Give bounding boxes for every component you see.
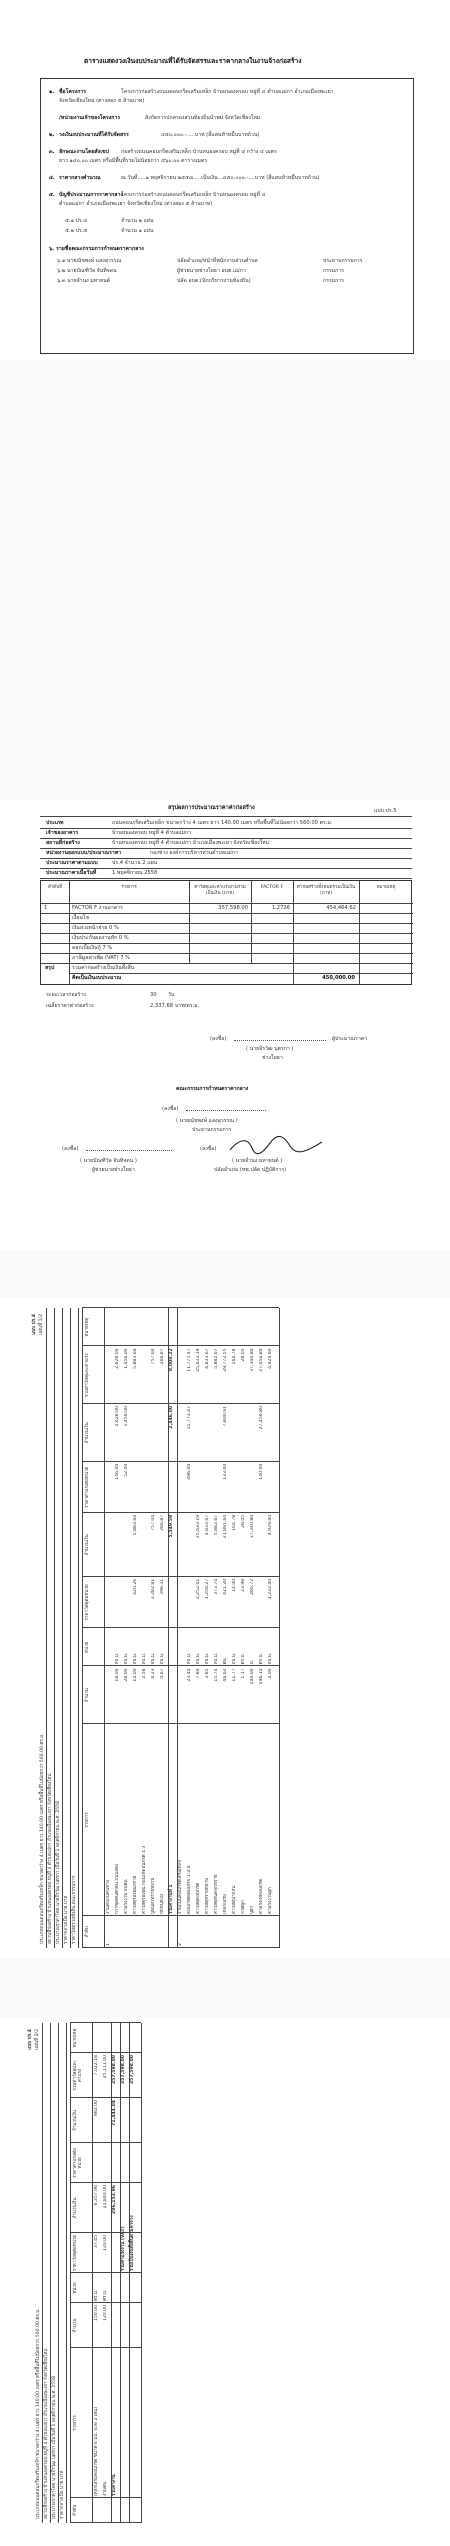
- pr4-cell-mp: 266.72: [250, 1578, 255, 1595]
- item-label: ชื่อโครงการ: [59, 89, 87, 95]
- signature-scribble: [226, 1134, 326, 1156]
- pr4-cell-lc: 7,800.91: [223, 1406, 228, 1427]
- pr4-col-header: จำนวนเงิน: [73, 2109, 78, 2132]
- page-pr5-summary: [0, 800, 450, 1250]
- pr4-cell-lc: 11,773.47: [187, 1406, 192, 1430]
- info-value: ถนนคอนกรีตเสริมเหล็ก ขนาดกว้าง 4 เมตร ยาว 140.00 เมตร หรือพื้นที่ไม่น้อยกว่า 560.00 ตร.ม.: [112, 820, 333, 826]
- pr4-cell-mp: 3,252.61: [196, 1578, 201, 1600]
- pr4-subtotal-mc: 5,549.59: [169, 1514, 174, 1538]
- page-pr4-sheet2: [0, 2018, 450, 2546]
- pr4-sheet1-rotated: [30, 1308, 420, 1948]
- info-value: บ้านหนองครอบ หมู่ที่ 4 ตำบลแม่กา: [112, 830, 192, 836]
- pr4-header-line: ราคากลางเมื่อ นาย บาท: [60, 2470, 65, 2519]
- page-pr4-sheet1: [0, 1298, 450, 1958]
- member-role: กรรมการ: [323, 278, 344, 284]
- pr4-cell-unit: ลบ.ม.: [142, 1652, 147, 1665]
- pr4-grand-value: 357,598.00: [130, 2055, 135, 2085]
- committee-heading: ๖. รายชื่อคณะกรรมการกำหนดราคากลาง: [49, 246, 144, 252]
- pr4-cell-item: การขุดดินตักดิน ถนนเดิม: [115, 1863, 120, 1914]
- pr4-form-no: แบบ ปร.4: [32, 1314, 37, 1335]
- pr4-cell-mc: 25,633.19: [196, 1514, 201, 1539]
- pr4-cell-tot: 28.05: [241, 1348, 246, 1362]
- pr4-cell-mp: 398.31: [160, 1578, 165, 1595]
- pr4-cell-item: ค่าแรงงาน ลบดิน: [124, 1879, 129, 1914]
- member-pos: ปลัด อบต.(นักบริหารงานท้องถิ่น): [177, 278, 251, 284]
- pr4-cell-mp: 1,256.27: [205, 1578, 210, 1600]
- table-cell-item: ดอกเบี้ยเงินกู้ 7 %: [72, 945, 113, 951]
- pr4-cell-mc: 5,883.64: [133, 1514, 138, 1536]
- member-role: ประธานกรรมการ: [323, 258, 363, 264]
- pr4-cell-tot: 7,022.18: [94, 2055, 99, 2076]
- sign-left-role: ผู้ช่วยนายช่างโยธา: [92, 1167, 135, 1173]
- pr4-cell-lc: 27,456.80: [259, 1406, 264, 1430]
- info-value: กองช่าง องค์การบริหารส่วนตำบลแม่กา: [150, 850, 238, 856]
- sub-qty: จำนวน ๑ แผ่น: [121, 228, 154, 234]
- pr4-cell-qty: 2.58: [142, 1668, 147, 1679]
- pr4-col-header: จำนวน: [73, 2318, 78, 2333]
- pr4-cell-no: 2: [178, 1943, 183, 1946]
- pr4-cell-lc: 982.00: [94, 2100, 99, 2117]
- pr4-cell-mc: 5,882.67: [214, 1514, 219, 1536]
- pr4-cell-tot: 266.87: [160, 1348, 165, 1365]
- pr4-cell-lc: 2,628.00: [115, 1406, 120, 1427]
- pr4-cell-tot: 4,929.60: [268, 1348, 273, 1369]
- item-no: ๕.: [49, 192, 55, 198]
- pr4-cell-tot: 25,111.00: [103, 2055, 108, 2079]
- pr4-cell-item: ปักหมุดไม้: [160, 1893, 165, 1914]
- info-label: เจ้าของอาคาร: [46, 830, 79, 836]
- pr4-cell-lp: 146.00: [115, 1463, 120, 1480]
- pr4-cell-mp: 23.98: [241, 1578, 246, 1592]
- pr4-col-header: หน่วย: [73, 2282, 78, 2294]
- pr4-cell-mc: 21,891.64: [223, 1514, 228, 1539]
- table-cell-item: FACTOR F งานอาคาร: [72, 905, 123, 911]
- pr4-cell-item: เหล็กเสริม: [223, 1893, 228, 1914]
- pr4-sheet: แผ่นที่ 1/2: [39, 1314, 44, 1335]
- pr4-cell-item: ค่าวัสดุทรายหยาบ: [205, 1877, 210, 1914]
- item-text: โครงการก่อสร้างถนนคอนกรีตเสริมเหล็ก บ้านหนองครอบ หมู่ที่ ๔: [121, 192, 266, 198]
- pr5-avg-label: เฉลี่ยราคาค่าก่อสร้าง: [46, 1003, 94, 1009]
- sign-right-prefix: (ลงชื่อ): [200, 1146, 217, 1152]
- summary-label: สรุป: [45, 965, 55, 971]
- pr4-cell-item: ลวดผูก: [241, 1900, 246, 1914]
- pr4-cell-item: ค่าวัสดุน้ำกลั่น: [232, 1885, 237, 1914]
- pr4-subtotal-label: รวมค่างาน: [112, 2474, 117, 2496]
- pr5-duration-value: 30: [150, 992, 157, 998]
- pr4-cell-qty: 23.44: [187, 1668, 192, 1682]
- table-col-header: หมายเหตุ: [376, 885, 396, 890]
- pr5-duration-label: ระยะเวลาก่อสร้าง: [46, 992, 86, 998]
- pr4-cell-unit: ตร.ม.: [94, 2289, 99, 2301]
- sign-chair-prefix: (ลงชื่อ): [162, 1106, 179, 1112]
- page1-title: ตารางแสดงวงเงินงบประมาณที่ได้รับจัดสรรและราคากลางในงานจ้างก่อสร้าง: [84, 57, 302, 65]
- pr4-cell-unit: ลบ.ม.: [196, 1652, 201, 1665]
- pr4-col-header: หน่วย: [85, 1641, 90, 1653]
- pr4-cell-no: 1: [106, 1943, 111, 1946]
- pr4-cell-mp: 37.45: [94, 2235, 99, 2249]
- pr4-col-header: ลำดับ: [85, 1926, 90, 1938]
- page1-content-box: [40, 78, 414, 354]
- pr4-cell-item: งานดิน: [103, 2481, 108, 2496]
- item-text: ณ วันที่.....๑ พฤศจิกายน ๒๕๕๘.....เป็นเงิน...๔๕๐,๐๐๐.-....บาท (สี่แสนห้าหมื่นบาทถ้วน): [121, 175, 320, 181]
- member-name: ๖.๓ นายจำนง มหายนต์: [57, 278, 111, 284]
- pr4-header-line: สถานที่ก่อสร้าง บ้านหนองครอบ หมู่ที่ 4 ตำบลแม่กา อำเภอเมืองพะเยา จังหวัดเชียงใหม่: [44, 2348, 49, 2519]
- info-label: ประมาณราคาตามแบบ: [46, 860, 98, 866]
- sign-chair-name: ( นายณัชพงษ์ แสงสุวรรณ ): [176, 1118, 238, 1124]
- pr4-cell-mc: 6,357.96: [94, 2185, 99, 2206]
- pr5-avg-value: 2,337.68: [150, 1003, 174, 1009]
- pr4-cell-item: เหล็กเสริมคอนกรีต ขนาด 6 มม. (DB 2 เส้น): [94, 2406, 99, 2496]
- item-no: ๒.: [49, 132, 55, 138]
- pr4-header-line: ราคาวัสดุรวมทั้งสิ้น คณะกรรมการ: [72, 1875, 77, 1944]
- pr5-header: สรุปผลการประมาณราคาค่าก่อสร้าง: [168, 805, 255, 811]
- pr4-cell-unit: ลบ.ม.: [205, 1652, 210, 1665]
- pr4-cell-mp: 420.26: [133, 1578, 138, 1595]
- pr4-cell-item: ปูผ้า: [250, 1905, 255, 1914]
- pr4-cell-mc: 4,833.67: [205, 1514, 210, 1536]
- sign-right-name: ( นายจำนง มหายนต์ ): [232, 1158, 283, 1164]
- pr4-cell-qty: 18.00: [115, 1668, 120, 1682]
- pr4-cell-item: งานดินถมคันทาง: [106, 1880, 111, 1914]
- pr4-cell-mp: 1,232.40: [268, 1578, 273, 1600]
- pr4-cell-mc: 266.87: [160, 1514, 165, 1531]
- table-col-header: ค่าวัสดุและค่าแรงงานรวมเป็นเงิน (บาท): [194, 885, 246, 896]
- pr4-cell-mp: 3,282.81: [151, 1578, 156, 1600]
- pr4-cell-item: ปูพื้นผิวทรายหยาบ: [151, 1877, 156, 1914]
- pr4-col-header: รวมค่าวัสดุและค่าแรง: [73, 2060, 83, 2091]
- table-cell-total: 454,464.62: [326, 905, 356, 911]
- pr4-cell-mc: 37,340.80: [250, 1514, 255, 1539]
- pr4-grand-value: 357,598.00: [121, 2055, 126, 2085]
- pr4-cell-unit: ลบ.ม.: [133, 1652, 138, 1665]
- pr4-cell-qty: 15.74: [214, 1668, 219, 1682]
- pr4-cell-item: ค่าวัสดุคอนกรีต: [196, 1882, 201, 1914]
- pr4-cell-lp: 496.00: [187, 1463, 192, 1480]
- pr4-cell-qty: 196.12: [259, 1668, 264, 1685]
- pr4-cell-item: คอนกรีตผสมเสร็จ 1:2:4: [187, 1865, 192, 1914]
- pr4-subtotal-mc: 286,153.96: [112, 2185, 117, 2215]
- pr4-cell-lp: 52.00: [124, 1463, 129, 1477]
- sign1-name: ( นายจีรวัฒ บุตรกา ): [246, 1046, 294, 1052]
- pr4-cell-lp: 133.00: [223, 1463, 228, 1480]
- item-text2: ตำบลแม่กา อำเภอเมืองพะเยา จังหวัดเชียงใหม่ (ต่างสอง ๕ ส้านบาท): [59, 201, 213, 207]
- table-col-header: ค่าก่อสร้างทั้งหมดรวมเป็นเงิน (บาท): [296, 885, 356, 896]
- table-cell-item: ภาษีมูลค่าเพิ่ม (VAT) 7 %: [72, 955, 131, 961]
- pr4-cell-qty: 11.77: [232, 1668, 237, 1682]
- pr4-cell-qty: 14.00: [133, 1668, 138, 1682]
- pr4-header-line: ประมาณราคาโดย นายจีรวัฒ บุตรกา เมื่อวันที่ 1 พฤศจิกายน พ.ศ. 2558: [56, 1800, 61, 1944]
- table-cell-factor: 1.2726: [271, 905, 290, 911]
- pr4-cell-item: ค่าแรงงานผูก: [268, 1887, 273, 1914]
- sign-right-role: ปลัดอำเภอ (หพ.ปลัด ปฏิบัติการ): [214, 1167, 287, 1173]
- pr4-col-header: ลำดับ: [73, 2504, 78, 2517]
- item-label: บัญชีประมาณการราคากลาง: [59, 192, 123, 198]
- item-text: ๔๕๐,๐๐๐.-.....บาท (สี่แสนห้าหมื่นบาทถ้วน): [161, 132, 260, 138]
- sign-left-name: ( นายบัณฑิวัล จันทิจดน ): [80, 1158, 137, 1164]
- pr4-col-header: รายการ: [85, 1812, 90, 1828]
- pr4-cell-mp: 373.74: [214, 1578, 219, 1595]
- pr4-cell-mc: 28.05: [241, 1514, 246, 1528]
- item-text: สังกัดการปกครองส่วนท้องถิ่นนำพม่ จังหวัดเชียงใหม่: [145, 115, 261, 121]
- pr4-cell-mc: 4,929.60: [268, 1514, 273, 1536]
- pr4-grand-label: รวมเป็นเงินทั้งสิ้นตามค่าจ้าง: [130, 2215, 135, 2271]
- pr4-cell-qty: 1.17: [241, 1668, 246, 1679]
- page-summary-sheet: [0, 0, 450, 360]
- item-no: ๓.: [49, 149, 55, 155]
- pr4-cell-lp: 140.00: [259, 1463, 264, 1480]
- sub-code: ๕.๑ ปร.๔: [65, 218, 88, 224]
- sign1-title: ช่างโยธา: [262, 1055, 283, 1061]
- pr4-cell-tot: 4,833.67: [205, 1348, 210, 1369]
- pr4-col-header: จำนวนเงิน: [85, 1534, 90, 1556]
- member-pos: ปลัดอำเภอ/หน้าที่พนักงานส่วนตำบล: [177, 258, 258, 264]
- pr4-cell-tot: 27,456.80: [259, 1348, 264, 1372]
- pr4-header-line: ประเภทถนนคอนกรีตเสริมเหล็ก ขนาดกว้าง 4 เมตร ยาว 140.00 เมตร หรือพื้นที่ไม่น้อยกว่า 560.00 ตร.ม.: [40, 1733, 45, 1944]
- pr4-cell-tot: 11,773.47: [187, 1348, 192, 1372]
- pr4-col-header: รายการ: [73, 2415, 78, 2431]
- pr4-cell-item: ค่าแรงเทคอนกรีต: [259, 1878, 264, 1914]
- pr4-cell-qty: 120.00: [103, 2305, 108, 2322]
- sub-code: ๕.๒ ปร.๕: [65, 228, 88, 234]
- pr4-header-line: ราคากลางเมื่อ นาย บาท: [64, 1895, 69, 1944]
- member-role: กรรมการ: [323, 268, 344, 274]
- table-cell-cost: 357,598.00: [218, 905, 248, 911]
- sign1-role: ผู้ประมาณราคา: [332, 1036, 368, 1042]
- pr4-col-header: ราคาค่าแรงต่อหน่วย: [73, 2148, 83, 2178]
- pr4-cell-qty: 0.23: [151, 1668, 156, 1679]
- pr4-subtotal-tot: 357,598.00: [112, 2055, 117, 2085]
- pr4-grand-label: รวมค่าแรงงาน (VAT): [121, 2226, 126, 2271]
- pr4-cell-tot: 1,456.00: [124, 1348, 129, 1369]
- table-cell-item: เงินประกันผลงานหัก 0 %: [72, 935, 129, 941]
- pr4-cell-unit: ม.: [250, 1659, 255, 1665]
- item-no: ๑.: [49, 89, 55, 95]
- info-value: ปร.4 จำนวน 2 แผ่น: [112, 860, 158, 866]
- pr4-cell-item: ค่าวัสดุหินคลุกทราย: [214, 1874, 219, 1914]
- pr4-cell-unit: ตัน: [223, 1658, 228, 1665]
- table-col-header: FACTOR F: [260, 885, 284, 890]
- item-label: /หน่วยงานเจ้าของโครงการ: [59, 115, 121, 121]
- pr4-sheet2-rotated: [26, 2023, 426, 2523]
- pr4-cell-unit: ลบ.ม.: [151, 1652, 156, 1665]
- pr4-cell-unit: ลบ.ม.: [187, 1652, 192, 1665]
- pr4-col-header: รวมค่าวัสดุและค่าแรง: [85, 1353, 90, 1398]
- item-no: ๔.: [49, 175, 55, 181]
- pr4-cell-mc: 757.04: [151, 1514, 156, 1531]
- summary-text: รวมค่าก่อสร้างเป็นเงินทั้งสิ้น: [72, 965, 135, 971]
- pr4-subtotal-tot: 8,000.22: [169, 1348, 174, 1372]
- price-label: คิดเป็นเงินงบประมาณ: [72, 975, 122, 981]
- pr4-cell-qty: 7.84: [196, 1668, 201, 1679]
- table-cell-no: 1: [44, 905, 48, 911]
- pr4-cell-lc: 1,456.00: [124, 1406, 129, 1427]
- table-col-header: ลำดับที่: [47, 885, 63, 890]
- pr4-subtotal-lc: 2,446.00: [169, 1406, 174, 1429]
- pr4-cell-tot: 25,633.19: [196, 1348, 201, 1372]
- pr4-cell-qty: 3.85: [205, 1668, 210, 1679]
- pr4-col-header: จำนวน: [85, 1688, 90, 1703]
- table-col-header: รายการ: [121, 885, 137, 890]
- pr4-col-header: ราคาค่าแรงต่อหน่วย: [85, 1466, 90, 1508]
- pr4-cell-tot: 5,882.67: [214, 1348, 219, 1369]
- pr4-cell-qty: 140.00: [250, 1668, 255, 1685]
- member-pos: ผู้ช่วยนายช่างโยธา อบต.แม่กา: [177, 268, 246, 274]
- pr4-cell-mp: 120.00: [103, 2235, 108, 2252]
- pr4-col-header: ราคาวัสดุต่อหน่วย: [85, 1584, 90, 1621]
- pr4-form-no: แบบ ปร.4: [28, 2029, 33, 2050]
- pr4-cell-item: งานถนนคอนกรีตเสริมเหล็ก: [178, 1859, 183, 1914]
- pr4-col-header: ราคาวัสดุต่อหน่วย: [73, 2234, 78, 2272]
- table-cell-item: เงินล่วงหน้าจ่าย 0 %: [72, 925, 119, 931]
- pr4-header-line: ประเภทถนนคอนกรีตเสริมเหล็ก ขนาดกว้าง 4 เมตร ยาว 140.00 เมตร หรือพื้นที่ไม่น้อยกว่า 560.00 ตร.ม.: [36, 2308, 41, 2519]
- pr5-duration-unit: วัน: [168, 992, 175, 998]
- item-text2: ยาว ๑๔๐.๐๐ เมตร หรือมีพื้นที่รวมไม่น้อยกว่า ๕๖๐.๐๐ ตารางเมตร: [59, 158, 207, 164]
- pr4-cell-unit: ตร.ม.: [241, 1653, 246, 1665]
- pr4-subtotal-lc: 71,444.04: [112, 2100, 117, 2126]
- pr4-col-header: จำนวนเงิน: [73, 2197, 78, 2219]
- member-name: ๖.๒ นายบัณฑิวัล จันทิจดน: [57, 268, 117, 274]
- pr5-avg-unit: บาท/ตร.ม.: [175, 1003, 200, 1009]
- member-name: ๖.๑ นายณัชพงษ์ แสงสุวรรณ: [57, 258, 122, 264]
- pr4-header-line: ประมาณราคาโดย นายจีรวัฒ บุตรกา เมื่อวันที่ 1 พฤศจิกายน พ.ศ. 2558: [52, 2375, 57, 2519]
- pr4-cell-tot: 29,772.55: [223, 1348, 228, 1372]
- pr4-cell-unit: ลบ.ม.: [232, 1652, 237, 1665]
- item-text: ก่อสร้างถนนคอนกรีตเสริมเหล็ก บ้านหนองครอบ หมู่ที่ ๔ กว้าง ๔ เมตร: [121, 149, 277, 155]
- pr4-cell-unit: ตร.ม.: [103, 2289, 108, 2301]
- pr4-cell-qty: 0.67: [160, 1668, 165, 1679]
- pr4-cell-unit: ลบ.ม.: [160, 1652, 165, 1665]
- pr4-cell-qty: 28.00: [124, 1668, 129, 1682]
- pr4-cell-tot: 37,340.80: [250, 1348, 255, 1372]
- item-label: ราคากลางคำนวณ: [59, 175, 101, 181]
- info-value: 1 พฤศจิกายน 2558: [112, 870, 158, 876]
- pr4-cell-qty: 150.00: [94, 2305, 99, 2322]
- pr4-cell-item: ค่าวัสดุรองพื้น ก่อนเทคอนกรีต 1:3: [142, 1845, 147, 1914]
- pr4-cell-tot: 164.78: [232, 1348, 237, 1365]
- pr5-form-no: แบบ ปร.5: [374, 808, 397, 814]
- info-label: ประเภท: [46, 820, 64, 826]
- sign-chair-role: ประธานกรรมการ: [192, 1127, 232, 1133]
- pr4-col-header: หมายเหตุ: [85, 1317, 90, 1337]
- item-text2: จังหวัดเชียงใหม่ (ต่างสอง ๕ ส้านบาท): [59, 98, 145, 104]
- pr4-header-line: สถานที่ก่อสร้าง บ้านหนองครอบ หมู่ที่ 4 ตำบลแม่กา อำเภอเมืองพะเยา จังหวัดเชียงใหม่: [48, 1773, 53, 1944]
- pr4-cell-unit: ลบ.ม.: [115, 1652, 120, 1665]
- table-cell-item: เงื่อนไข: [72, 915, 90, 921]
- price-value: 450,000.00: [322, 975, 355, 981]
- pr4-cell-tot: 5,883.64: [133, 1348, 138, 1369]
- pr4-cell-tot: 2,628.00: [115, 1348, 120, 1369]
- pr4-col-header: จำนวนเงิน: [85, 1422, 90, 1444]
- pr4-cell-qty: 4.00: [268, 1668, 273, 1679]
- pr4-cell-mc: 164.78: [232, 1514, 237, 1531]
- pr4-cell-mp: 14.00: [232, 1578, 237, 1592]
- pr4-cell-unit: ลบ.ม.: [268, 1652, 273, 1665]
- pr4-cell-qty: 46.62: [223, 1668, 228, 1682]
- info-label: สถานที่ก่อสร้าง: [46, 840, 80, 846]
- sign-left-prefix: (ลงชื่อ): [62, 1146, 79, 1152]
- pr4-cell-mp: 421.20: [223, 1578, 228, 1595]
- item-text: โครงการก่อสร้างถนนคอนกรีตเสริมเหล็ก บ้านหนองครอบ หมู่ที่ ๔ ตำบลแม่กา อำเภอเมืองพะเยา: [121, 89, 334, 95]
- pr4-cell-unit: ลบ.ม.: [214, 1652, 219, 1665]
- sub-qty: จำนวน ๒ แผ่น: [121, 218, 154, 224]
- info-value: บ้านหนองครอบ หมู่ที่ 4 ตำบลแม่กา อำเภอเมืองพะเยา จังหวัดเชียงใหม่: [112, 840, 270, 846]
- committee-title: คณะกรรมการกำหนดราคากลาง: [176, 1086, 249, 1092]
- pr4-cell-item: ค่าวัสดุรองพื้นทราย: [133, 1875, 138, 1914]
- pr4-cell-unit: ลบ.ม.: [124, 1652, 129, 1665]
- pr4-sheet: แผ่นที่ 2/2: [35, 2029, 40, 2050]
- info-label: ประมาณราคาเมื่อวันที่: [46, 870, 97, 876]
- pr4-cell-mc: 21,840.00: [103, 2185, 108, 2209]
- item-label: วงเงินงบประมาณที่ได้รับจัดสรร: [59, 132, 129, 138]
- info-label: หน่วยงานออกแบบ/ประมาณราคา: [46, 850, 122, 856]
- item-label: ลักษณะงานโดยสังเขป: [59, 149, 109, 155]
- pr4-col-header: หมายเหตุ: [73, 2028, 78, 2048]
- pr4-cell-tot: 757.04: [151, 1348, 156, 1365]
- pr5-table: [40, 880, 412, 985]
- sign1-prefix: (ลงชื่อ): [210, 1036, 227, 1042]
- pr4-cell-unit: ตร.ม.: [259, 1653, 264, 1665]
- pr4-subtotal-label: รวมค่างานที่ 1: [169, 1884, 174, 1914]
